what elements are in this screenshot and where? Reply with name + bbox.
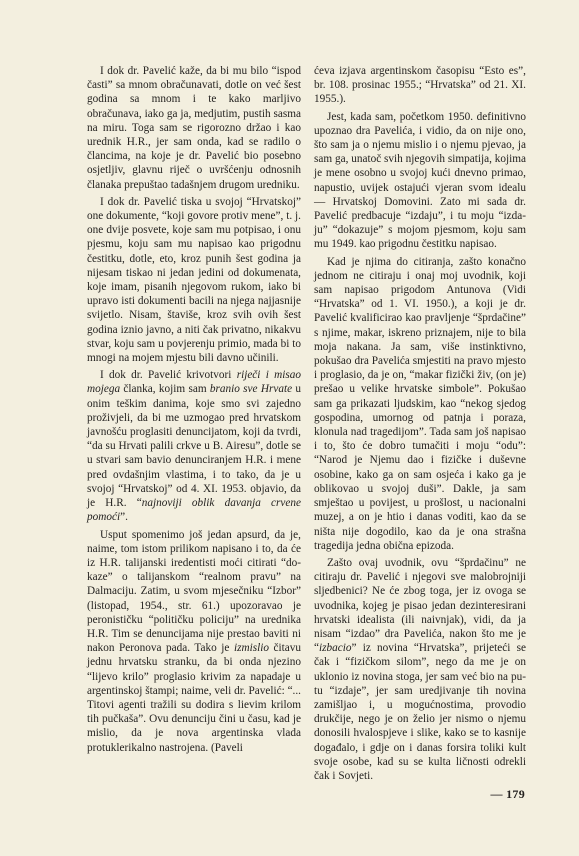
paragraph-continuation: ćeva izjava argentinskom časopisu “Esto es”, br. 108. prosinac 1955.; “Hrvatska” od 21. XI. 1955.). — [314, 65, 526, 106]
paragraph — [87, 528, 301, 755]
italic-text: branio sve Hrvate — [209, 383, 293, 396]
paragraph: Kad je njima do citiranja, zašto konačno jednom ne citiraju i onaj moj uvodnik, koji sam napisao prigodom Antunova (Vidi “Hrvatska” od 1. VI. 1950.), a koji je dr. Pavelić kvalificirao kao pravljenje “šprdačine” s njime, makar, iskreno priznajem, nije to bila moja nakana. Ja sam, više instinktivno, pokušao dra Pavelića smjestiti na pravo mjesto i proglasio, da je on, “makar fizički živ, (on je) prešao u velike hrvatske simbole”. Pokušao sam ga prikazati ljudskim, kao “nekog sjedog gospodina, umornog od patnja i poraza, klonula nad tragedijom”. Tada sam još napisao i to, što će dobro tumačiti i moju “odu”: “Narod je Njemu dao i fizičke i duševne osobine, kako ga on sam osjeća i kako ga je oblikovao u svojoj duši”. Dakle, ja sam smještao u povijest, u prošlost, u nacionalni muzej, a on je htio i danas voditi, kao da se ništa nije dogodilo, kao da je ona strašna tragedija jedna obična epizoda. — [314, 255, 526, 552]
text-run: Zašto ovaj uvodnik, ovu “šprdačinu” ne citiraju dr. Pavelić i njegovi sve malobrojniji sljedbenici? Ne će zbog toga, jer iz ovoga se uvodnika, kojeg je pisao jedan dezinteresirani hrvatski idealista (ili naivnjak), vidi, da ja nisam “izdao” dra Pavelića, nakon što me je “ — [314, 556, 526, 655]
page-number: — 179 — [490, 787, 525, 801]
text-run: ” iz novina “Hrvatska”, prijeteći se čak i “fizičkom silom”, nego da me je on uklonio iz novina stoga, jer sam već bio na putu “izdaje”, jer sam uredjivanje tih novina zamišljao i, u mogućnostima, provodio drukčije, nego je on želio jer nismo o njemu donosili hvalospjeve i slike, kako se to kasnije događalo, i gdje on i danas forsira toliki kult svoje osobe, kad su se kulta ličnosti odrekli čak i Sovjeti. — [314, 642, 526, 782]
paragraph — [87, 368, 301, 524]
paragraph — [314, 556, 526, 783]
text-run: u onim teškim danima, koje smo svi zajedno proživjeli, da bi me uzmogao pred hrvatskom javnošću proglasiti denuncijatom, koji da tvrdi, “da su Hrvati palili crkve u B. Airesu”, dotle se u stvari sam bavio denunciranjem H.R. i mene pred ovdašnjim vlastima, i to tako, da je u svojoj “Hrvatskoj” od 4. XI. 1953. objavio, da je H.R. “ — [87, 383, 302, 510]
text-run: ”. — [120, 511, 128, 524]
text-run: članka, kojim sam — [120, 383, 210, 396]
left-column — [87, 64, 301, 755]
italic-text: izbacio — [319, 642, 352, 655]
italic-text: najnoviji oblik davanja crvene pomoći — [87, 497, 301, 524]
paragraph: I dok dr. Pavelić kaže, da bi mu bilo “ispod časti” sa mnom obračunavati, dotle on već šest godina sa mnom i te kako marljivo obračunava, iako ga ja, medjutim, pustih sasma na miru. Toga sam se rigorozno držao i kao urednik H.R., jer sam onda, kad se radilo o člancima, na koje je dr. Pavelić bio posebno osjetljiv, glavnu riječ o uvršćenju odnosnih članaka prepuštao tadašnjem drugom uredniku. — [87, 65, 301, 191]
paragraph: I dok dr. Pavelić tiska u svojoj “Hrvatskoj” one dokumente, “koji govore protiv mene”, t. j. one dvije posvete, koje sam mu potpisao, i onu pjesmu, koju sam mu napisao kao prigodnu čestitku, dotle, eto, kroz punih šest godina ja nijesam tiskao ni jedan jedini od dokumenata, koje imam, pisanih njegovom rukom, iako bi upravo isti dokumenti bacili na njega najjasnije svijetlo. Nisam, štaviše, kroz svih ovih šest godina iznio javno, a niti čak privatno, nikakvu stvar, koju sam u povjerenju primio, mada bi to mnogi na mojem mjestu bili davno učinili. — [87, 195, 301, 365]
text-run: Usput spomenimo još jedan apsurd, da je, naime, tom istom prilikom napisano i to, da će iz H.R. talijanski iredentisti moći citirati “dokaze” o talijanskom “realnom pravu” na Dalmaciju. Zatim, u svom mjesečniku “Izbor” (listopad, 1954., str. 61.) upozoravao je peronističku “političku policiju” na urednika H.R. Tim se denuncijama nije prestao baviti ni nakon Peronova pada. Tako je — [87, 528, 301, 655]
right-column — [314, 64, 526, 783]
text-run: I dok dr. Pavelić krivotvori — [100, 369, 237, 382]
text-run: čitavu jednu hrvatsku stranku, da bi onda njezino “lijevo krilo” proglasio krivim za napadaje u argentinskoj štampi; naime, veli dr. Pavelić: “... Titovi agenti tražili su dodira s lievim krilom tih pučkaša”. Ovu denunciju čini u času, kad je mislio, da je nova argentinska vlada protuklerikalno nastrojena. (Paveli — [87, 642, 301, 754]
paragraph: Jest, kada sam, početkom 1950. definitivno upoznao dra Pavelića, i vidio, da on nije ono, što sam ja o njemu mislio i o njemu pjevao, ja sam ga, unatoč svih njegovih simpatija, kojima je mene osobno u svojoj kući dnevno primao, napustio, uvijek ostajući vjeran svom idealu — Hrvatskoj Domovini. Zato mi sada dr. Pavelić predbacuje “izdaju”, i tu moju “izdaju” “dokazuje” s mojom pjesmom, koju sam mu 1949. kao prigodnu čestitku napisao. — [314, 110, 526, 251]
italic-text: izmislio — [233, 642, 269, 655]
italic-text: riječi i misao mojega — [87, 369, 301, 396]
